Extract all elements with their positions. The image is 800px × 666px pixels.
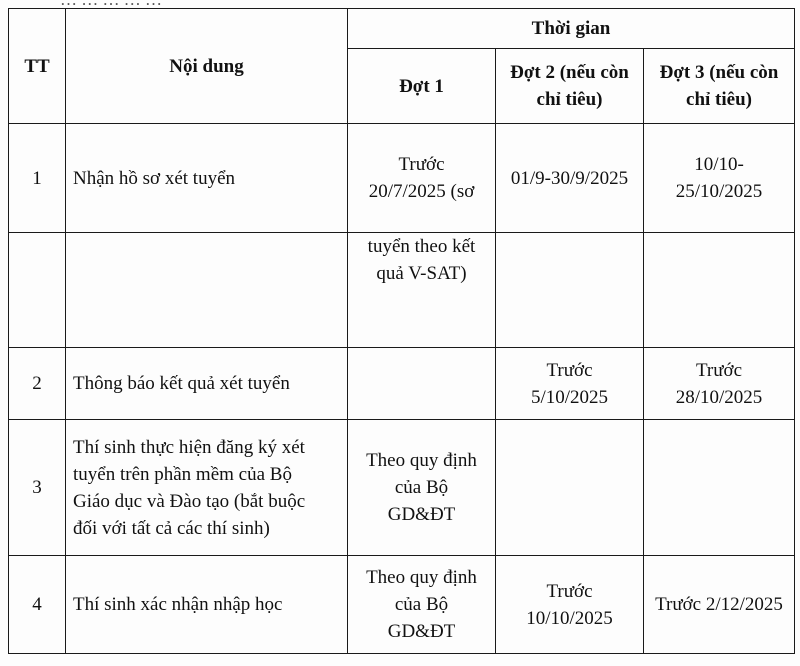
row-3-round-1-line3: GD&ĐT [387,504,456,525]
header-round-1 [348,49,496,124]
row-1-cont-round-3 [644,233,795,348]
header-round-2 [496,49,644,124]
row-4-round-1-line2: của Bộ [394,594,449,615]
schedule-table-bottom [8,232,795,654]
row-2-round-2-line1: Trước [546,359,593,381]
row-2-tt: 2 [9,348,66,420]
row-3-round-1-line1: Theo quy định [366,450,477,471]
row-1-round-1-line1: Trước [398,154,445,175]
header-tt: TT [9,9,66,124]
header-round-3-line1: Đợt 3 (nếu còn [659,62,779,83]
row-1-round-3 [644,124,795,233]
header-content: Nội dung [66,9,348,124]
row-3-round-3 [644,420,795,556]
row-3-content-line1: Thí sinh thực hiện đăng ký xét [73,436,305,458]
header-round-1-label: Đợt 1 [399,75,444,97]
row-1-cont-tt [9,233,66,348]
header-round-2-line2: chỉ tiêu) [536,89,603,110]
row-4-tt: 4 [9,556,66,654]
table-row [9,348,795,420]
row-4-round-3: Trước 2/12/2025 [644,556,795,654]
row-3-round-1-line2: của Bộ [394,477,449,498]
row-2-round-2 [496,348,644,420]
row-1-cont-round-1-line2: quả V-SAT) [376,263,467,284]
cropped-text-line [60,0,660,7]
table-row [9,124,795,233]
row-1-cont-round-1-line1: tuyển theo kết [367,236,476,257]
row-3-round-1 [348,420,496,556]
row-1-cont-round-2 [496,233,644,348]
row-2-round-3-line1: Trước [695,359,743,381]
row-1-round-3-line1: 10/10- [694,154,744,175]
row-3-content-line2: tuyển trên phần mềm của Bộ [73,463,292,485]
schedule-table-top [8,8,795,233]
header-round-2-line1: Đợt 2 (nếu còn [510,62,629,83]
row-1-round-2: 01/9-30/9/2025 [496,124,644,233]
row-4-content: Thí sinh xác nhận nhập học [66,556,348,654]
table-row [9,233,795,348]
row-1-cont-content [66,233,348,348]
row-4-round-1 [348,556,496,654]
row-1-tt: 1 [9,124,66,233]
row-1-cont-round-1 [348,233,496,348]
row-1-round-3-line2: 25/10/2025 [675,181,763,202]
row-4-round-1-line3: GD&ĐT [387,621,456,642]
header-round-3 [644,49,795,124]
row-4-round-2 [496,556,644,654]
table-row [9,420,795,556]
header-round-3-line2: chỉ tiêu) [686,89,752,110]
row-2-round-3-line2: 28/10/2025 [675,386,763,408]
table-row [9,556,795,654]
row-4-round-1-line1: Theo quy định [366,567,477,588]
row-3-content-line3: Giáo dục và Đào tạo (bắt buộc [73,490,306,512]
row-2-round-2-line2: 5/10/2025 [530,386,609,408]
row-2-round-1 [348,348,496,420]
row-3-content [66,420,348,556]
row-1-content: Nhận hồ sơ xét tuyển [66,124,348,233]
row-2-content: Thông báo kết quả xét tuyển [66,348,348,420]
row-3-round-2 [496,420,644,556]
row-4-round-2-line1: Trước [546,580,593,602]
header-time: Thời gian [348,9,795,49]
row-1-round-1 [348,124,496,233]
row-4-round-2-line2: 10/10/2025 [526,607,613,629]
row-2-round-3 [644,348,795,420]
row-1-round-1-line2: 20/7/2025 (sơ [368,181,475,202]
row-3-tt: 3 [9,420,66,556]
row-3-content-line4: đối với tất cả các thí sinh) [73,517,270,539]
